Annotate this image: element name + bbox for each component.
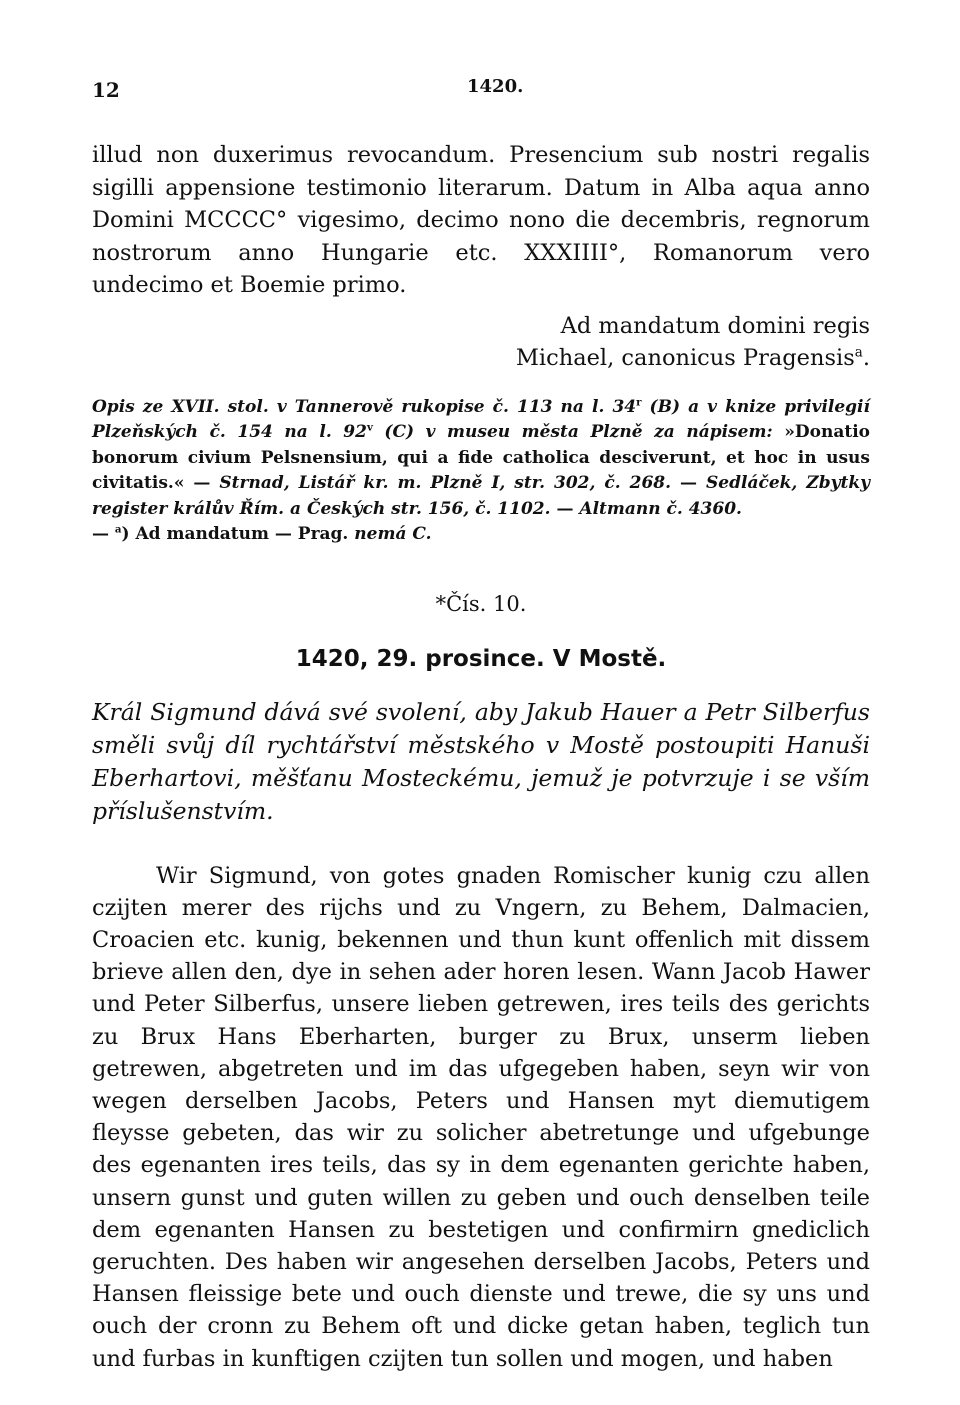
note-dash: —	[671, 473, 707, 493]
note-text: (B) a v knize privilegií Plzeňských č. 154 na l. 92	[92, 396, 870, 442]
note-dash: —	[92, 524, 115, 544]
charter-body-text: Wir Sigmund, von gotes gnaden Romischer kunig czu allen czijten merer des rijchs und zu Vngern, zu Behem, Dalmacien, Croacien etc. kunig, bekennen und thun kunt offenlich mit dissem brieve allen den, dye in sehen ader horen lesen. Wann Jacob Hawer und Peter Silberfus, unsere lieben getrewen, ires teils des gerichts zu Brux Hans Eberharten, burger zu Brux, unserm lieben getrewen, abgetreten und im das ufgegeben haben, seyn wir von wegen derselben Jacobs, Peters und Hansen myt diemutigem fleysse gebeten, das wir zu solicher abetretunge und ufgebunge des egenanten ires teils, das sy in dem egenanten gerichte haben, unsern gunst und guten willen zu geben und ouch denselben teile dem egenanten Hansen zu bestetigen und confirmirn gnediclich geruchten. Des haben wir angesehen derselben Jacobs, Peters und Hansen fleissige bete und ouch dienste und trewe, die sy uns und ouch der cronn zu Behem oft und dicke getan haben, teglich tun und furbas in kunftigen czijten tun sollen und mogen, und haben	[92, 862, 870, 1372]
source-notes	[92, 395, 870, 548]
signature-name: Michael, canonicus Pragensis	[515, 345, 855, 371]
document-page	[92, 70, 870, 1375]
regest-summary: Král Sigmund dává své svolení, aby Jakub Hauer a Petr Silberfus směli svůj díl rychtářství městského v Mostě postoupiti Hanuši Eberhartovi, měšťanu Mosteckému, jemuž je potvrzuje i se vším příslušenstvím.	[92, 697, 870, 825]
note-quote: »Donatio bonorum civium Pelsnensium, qui a fide catholica desciverunt, et hoc in usus civitatis.« —	[92, 422, 871, 493]
signature-end: .	[862, 345, 870, 371]
folio-sup: v	[366, 421, 373, 434]
running-head-year: 1420.	[467, 76, 524, 97]
note-dash: —	[550, 498, 580, 519]
page-number: 12	[92, 78, 120, 102]
page-header	[92, 70, 870, 110]
note-citation: Altmann č. 4360.	[579, 498, 742, 519]
footnote-mark: a	[854, 344, 863, 361]
note-citation: Strnad, Listář kr. m. Plzně I, str. 302, č. 268.	[219, 473, 672, 493]
note-text: nemá C.	[354, 524, 432, 544]
note-text: Opis ze XVII. stol. v Tannerově rukopise č. 113 na l. 34	[92, 396, 637, 417]
signature-line-1: Ad mandatum domini regis	[560, 312, 870, 339]
note-text: (C) v museu města Plzně za nápisem:	[372, 422, 773, 442]
date-heading: 1420, 29. prosince. V Mostě.	[295, 645, 667, 672]
continuation-paragraph: illud non duxerimus revocandum. Presencium sub nostri regalis sigilli appensione testimonio literarum. Datum in Alba aqua anno Domini MCCCC° vigesimo, decimo nono die decembris, regnorum nostrorum anno Hungarie etc. XXXIIII°, Romanorum vero undecimo et Boemie primo.	[92, 142, 870, 298]
folio-sup: r	[636, 395, 642, 408]
note-citation: Sedláček, Zbytky register králův Řím. a Českých str. 156, č. 1102.	[92, 473, 870, 519]
chancery-signature	[92, 310, 870, 375]
source-note-2	[92, 522, 870, 548]
source-note-1	[92, 395, 870, 523]
document-number: *Čís. 10.	[435, 591, 527, 616]
signature-line-2	[92, 342, 870, 375]
note-text: ) Ad mandatum — Prag.	[121, 524, 355, 544]
footnote-mark: a	[114, 523, 122, 536]
